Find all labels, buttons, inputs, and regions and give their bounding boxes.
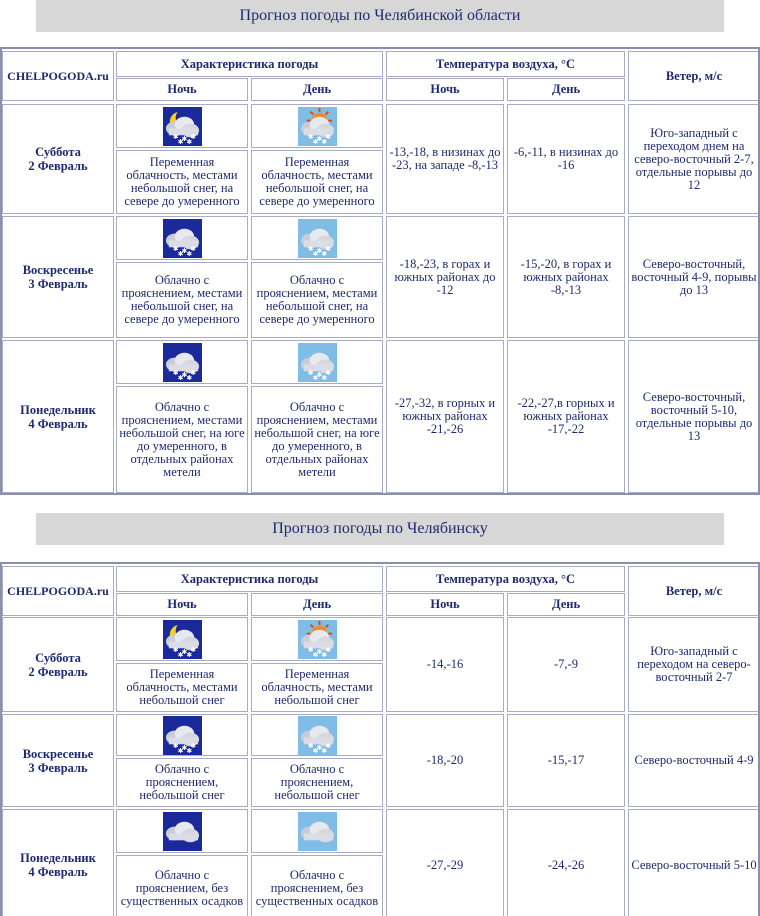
night-weather-description: Облачно с прояснением, без существенных осадков	[116, 855, 248, 916]
forecast-day-label	[2, 617, 114, 712]
svg-text:✱: ✱	[177, 373, 183, 382]
night-weather-description: Облачно с прояснением, местами небольшой снег, на севере до умеренного	[116, 262, 248, 338]
day-weather-description: Переменная облачность, местами небольшой снег	[251, 663, 383, 712]
svg-text:✱: ✱	[189, 132, 196, 141]
region-forecast-table	[0, 47, 760, 495]
date: 2 Февраль	[28, 664, 88, 679]
wind: Северо-восточный 4-9	[628, 714, 760, 807]
header-night: Ночь	[116, 593, 248, 616]
night-weather-description: Облачно с прояснением, небольшой снег	[116, 758, 248, 807]
wind: Северо-восточный, восточный 5-10, отдельные порывы до 13	[628, 340, 760, 493]
wind: Юго-западный с переходом на северо-восточный 2-7	[628, 617, 760, 712]
svg-text:✱: ✱	[185, 746, 192, 755]
svg-text:✱: ✱	[307, 645, 313, 654]
svg-text:✱: ✱	[189, 645, 196, 654]
cloud-snow-night-icon	[163, 219, 202, 258]
svg-text:✱: ✱	[307, 244, 313, 253]
header-temp-day: День	[507, 593, 625, 616]
wind: Юго-западный с переходом днем на северо-восточный 2-7, отдельные порывы до 12	[628, 104, 760, 214]
svg-text:✱: ✱	[312, 137, 318, 146]
svg-text:✱: ✱	[316, 370, 322, 379]
cloud-snow-night-icon	[163, 716, 202, 755]
svg-text:✱: ✱	[324, 741, 331, 750]
night-weather-description: Переменная облачность, местами небольшой снег, на севере до умеренного	[116, 150, 248, 214]
svg-text:✱: ✱	[177, 650, 183, 659]
cloud-snow-day-icon	[298, 716, 337, 755]
svg-text:✱: ✱	[312, 650, 318, 659]
svg-text:✱: ✱	[177, 137, 183, 146]
city-forecast-table	[0, 562, 760, 916]
cloud-snow-night-icon	[163, 343, 202, 382]
temperature-night: -18,-20	[386, 714, 504, 807]
svg-text:✱: ✱	[181, 134, 187, 143]
svg-text:✱: ✱	[177, 249, 183, 258]
region-forecast-title: Прогноз погоды по Челябинской области	[36, 0, 724, 32]
svg-text:✱: ✱	[312, 249, 318, 258]
header-characteristic: Характеристика погоды	[116, 566, 383, 592]
temperature-day: -7,-9	[507, 617, 625, 712]
temperature-night: -27,-32, в горных и южных районах -21,-26	[386, 340, 504, 493]
day-weather-description: Облачно с прояснением, местами небольшой снег, на севере до умеренного	[251, 262, 383, 338]
header-day: День	[251, 593, 383, 616]
temperature-day: -24,-26	[507, 809, 625, 916]
temperature-day: -15,-17	[507, 714, 625, 807]
svg-text:✱: ✱	[316, 246, 322, 255]
svg-text:✱: ✱	[307, 132, 313, 141]
date: 3 Февраль	[28, 277, 88, 291]
sun-cloud-snow-icon	[298, 620, 337, 659]
header-temp-night: Ночь	[386, 593, 504, 616]
svg-text:✱: ✱	[181, 370, 187, 379]
svg-text:✱: ✱	[189, 368, 196, 377]
svg-text:✱: ✱	[316, 134, 322, 143]
svg-text:✱: ✱	[181, 743, 187, 752]
cloudy-night-icon	[163, 812, 202, 851]
day-weather-icon-cell	[251, 104, 383, 148]
weekday: Понедельник	[20, 851, 96, 865]
temperature-night: -27,-29	[386, 809, 504, 916]
night-weather-icon-cell	[116, 216, 248, 260]
weekday: Воскресенье	[22, 263, 94, 277]
cloudy-day-icon	[298, 812, 337, 851]
wind: Северо-восточный, восточный 4-9, порывы до 13	[628, 216, 760, 338]
day-weather-description: Переменная облачность, местами небольшой снег, на севере до умеренного	[251, 150, 383, 214]
night-weather-icon-cell	[116, 809, 248, 853]
header-wind: Ветер, м/с	[628, 51, 760, 101]
svg-text:✱: ✱	[320, 373, 327, 382]
cloud-snow-day-icon	[298, 219, 337, 258]
svg-text:✱: ✱	[324, 244, 331, 253]
weekday: Суббота	[35, 145, 81, 159]
moon-cloud-snow-icon	[163, 107, 202, 146]
svg-text:✱: ✱	[324, 368, 331, 377]
city-forecast-title: Прогноз погоды по Челябинску	[36, 513, 724, 545]
svg-text:✱: ✱	[185, 373, 192, 382]
night-weather-icon-cell	[116, 340, 248, 384]
header-day: День	[251, 78, 383, 101]
header-night: Ночь	[116, 78, 248, 101]
svg-text:✱: ✱	[320, 746, 327, 755]
svg-text:✱: ✱	[320, 137, 327, 146]
svg-text:✱: ✱	[324, 132, 331, 141]
svg-text:✱: ✱	[324, 645, 331, 654]
header-characteristic: Характеристика погоды	[116, 51, 383, 77]
svg-text:✱: ✱	[312, 746, 318, 755]
night-weather-description: Облачно с прояснением, местами небольшой снег, на юге до умеренного, в отдельных районах метели	[116, 386, 248, 493]
svg-text:✱: ✱	[172, 244, 178, 253]
svg-text:✱: ✱	[185, 650, 192, 659]
temperature-night: -14,-16	[386, 617, 504, 712]
header-temp-night: Ночь	[386, 78, 504, 101]
header-temperature: Температура воздуха, °C	[386, 566, 625, 592]
site-name: CHELPOGODA.ru	[2, 51, 114, 101]
moon-cloud-snow-icon	[163, 620, 202, 659]
cloud-snow-day-icon	[298, 343, 337, 382]
svg-text:✱: ✱	[181, 246, 187, 255]
sun-cloud-snow-icon	[298, 107, 337, 146]
wind: Северо-восточный 5-10	[628, 809, 760, 916]
day-weather-icon-cell	[251, 617, 383, 661]
day-weather-description: Облачно с прояснением, небольшой снег	[251, 758, 383, 807]
svg-text:✱: ✱	[185, 137, 192, 146]
date: 4 Февраль	[28, 416, 88, 431]
night-weather-icon-cell	[116, 104, 248, 148]
forecast-day-label	[2, 216, 114, 338]
svg-text:✱: ✱	[189, 244, 196, 253]
svg-text:✱: ✱	[312, 373, 318, 382]
night-weather-icon-cell	[116, 617, 248, 661]
svg-text:✱: ✱	[185, 249, 192, 258]
temperature-night: -13,-18, в низинах до -23, на западе -8,-13	[386, 104, 504, 214]
header-wind: Ветер, м/с	[628, 566, 760, 616]
temperature-night: -18,-23, в горах и южных районах до -12	[386, 216, 504, 338]
forecast-day-label	[2, 714, 114, 807]
svg-text:✱: ✱	[316, 647, 322, 656]
weekday: Понедельник	[20, 402, 96, 417]
svg-text:✱: ✱	[307, 741, 313, 750]
date: 3 Февраль	[28, 760, 88, 775]
header-temp-day: День	[507, 78, 625, 101]
svg-text:✱: ✱	[172, 741, 178, 750]
svg-text:✱: ✱	[316, 743, 322, 752]
svg-text:✱: ✱	[320, 249, 327, 258]
date: 2 Февраль	[28, 159, 88, 173]
site-name: CHELPOGODA.ru	[2, 566, 114, 616]
day-weather-icon-cell	[251, 340, 383, 384]
day-weather-description: Облачно с прояснением, без существенных осадков	[251, 855, 383, 916]
svg-text:✱: ✱	[189, 741, 196, 750]
weekday: Воскресенье	[22, 746, 94, 761]
day-weather-icon-cell	[251, 216, 383, 260]
forecast-day-label	[2, 340, 114, 493]
night-weather-icon-cell	[116, 714, 248, 756]
forecast-day-label	[2, 104, 114, 214]
svg-text:✱: ✱	[307, 368, 313, 377]
day-weather-icon-cell	[251, 809, 383, 853]
weekday: Суббота	[35, 650, 81, 665]
day-weather-description: Облачно с прояснением, местами небольшой снег, на юге до умеренного, в отдельных районах метели	[251, 386, 383, 493]
date: 4 Февраль	[28, 865, 88, 879]
svg-text:✱: ✱	[177, 746, 183, 755]
svg-text:✱: ✱	[172, 368, 178, 377]
night-weather-description: Переменная облачность, местами небольшой снег	[116, 663, 248, 712]
temperature-day: -15,-20, в горах и южных районах -8,-13	[507, 216, 625, 338]
svg-text:✱: ✱	[320, 650, 327, 659]
day-weather-icon-cell	[251, 714, 383, 756]
svg-text:✱: ✱	[172, 132, 178, 141]
temperature-day: -22,-27,в горных и южных районах -17,-22	[507, 340, 625, 493]
forecast-day-label	[2, 809, 114, 916]
svg-text:✱: ✱	[172, 645, 178, 654]
svg-text:✱: ✱	[181, 647, 187, 656]
temperature-day: -6,-11, в низинах до -16	[507, 104, 625, 214]
header-temperature: Температура воздуха, °C	[386, 51, 625, 77]
